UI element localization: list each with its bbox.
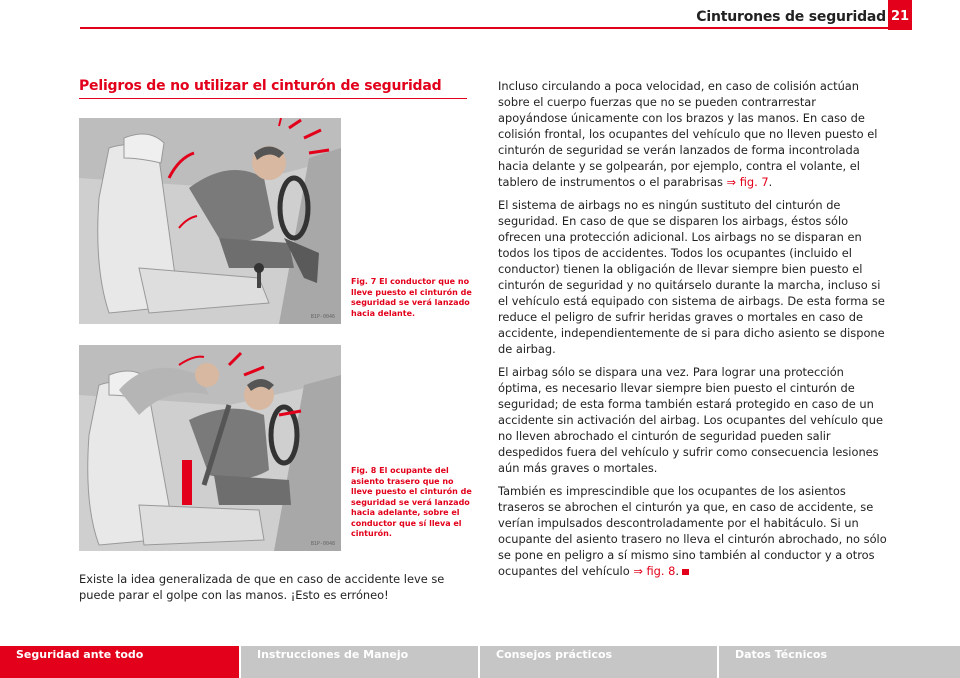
section-end-mark: [682, 569, 689, 575]
figure-7-image: [79, 118, 341, 324]
footer-tab-consejos[interactable]: Consejos prácticos: [480, 646, 717, 678]
footer-navigation: [0, 646, 960, 678]
paragraph-2: El sistema de airbags no es ningún sustituto del cinturón de seguridad. En caso de que se disparen los airbags, éstos sólo ofrecen una protección adicional. Los airbags no se disparan en todos los tipos de accidentes. Todos los ocupantes (incluido el conductor) tienen la obligación de llevar siempre bien puesto el cinturón de seguridad y no quitárselo durante la marcha, incluso si el vehículo está equipado con sistema de airbags. De esta forma se reduce el peligro de sufrir heridas graves o mortales en caso de accidente, independientemente de si para dicho asiento se dispone de airbag.: [498, 198, 885, 356]
figure-code: B1P-0048: [310, 541, 335, 547]
paragraph-3: El airbag sólo se dispara una vez. Para lograr una protección óptima, es necesario llevar siempre bien puesto el cinturón de seguridad; de esta forma también estará protegido en caso de un accidente sin activación del airbag. Los ocupantes del vehículo que no lleven abrochado el cinturón de seguridad pueden salir despedidos fuera del vehículo y sufrir como consecuencia lesiones aún más graves o mortales.: [498, 365, 883, 475]
paragraph-1: [498, 78, 888, 190]
paragraph-1-text: Incluso circulando a poca velocidad, en caso de colisión actúan sobre el cuerpo fuerzas que no se pueden contrarrestar apoyándose únicamente con los brazos y las manos. En caso de colisión frontal, los ocupantes del vehículo que no lleven puesto el cinturón de seguridad se verán lanzados de forma incontrolada hacia delante y se golpearán, por ejemplo, contra el volante, el tablero de instrumentos o el parabrisas: [498, 79, 878, 189]
paragraph-4-end: .: [675, 564, 679, 578]
section-title: Peligros de no utilizar el cinturón de seguridad: [79, 78, 467, 99]
figure-8-link[interactable]: ⇒ fig. 8: [633, 564, 676, 578]
page-number: 21: [888, 0, 912, 30]
paragraph-4: [498, 483, 888, 579]
figure-code: B1P-0046: [310, 314, 335, 320]
paragraph-1-end: .: [768, 175, 773, 189]
right-column: [498, 78, 888, 586]
figure-7-link[interactable]: ⇒ fig. 7: [726, 175, 769, 189]
chapter-title: Cinturones de seguridad: [696, 9, 886, 25]
left-paragraph: Existe la idea generalizada de que en caso de accidente leve se puede parar el golpe con las manos. ¡Esto es erróneo!: [79, 572, 445, 602]
figure-8-caption: Fig. 8 El ocupante del asiento trasero que no lleve puesto el cinturón de seguridad se verá lanzado hacia adelante, sobre el conductor que sí lleva el cinturón.: [351, 466, 472, 538]
footer-tab-seguridad[interactable]: Seguridad ante todo: [0, 646, 239, 678]
paragraph-4-text: También es imprescindible que los ocupantes de los asientos traseros se abrochen el cinturón ya que, en caso de accidente, se verían impulsados descontroladamente por el habitáculo. Si un ocupante del asiento trasero no lleva el cinturón abrochado, no sólo se pone en peligro a sí mismo sino también al conductor y a otros ocupantes del vehículo: [498, 484, 887, 578]
figure-8-image: [79, 345, 341, 551]
footer-tab-datos[interactable]: Datos Técnicos: [719, 646, 960, 678]
footer-tab-instrucciones[interactable]: Instrucciones de Manejo: [241, 646, 478, 678]
page-header: [0, 0, 960, 30]
driver-crash-illustration: [79, 118, 341, 324]
rear-passenger-crash-illustration: [79, 345, 341, 551]
left-column: [79, 78, 467, 99]
figure-7-caption: Fig. 7 El conductor que no lleve puesto el cinturón de seguridad se verá lanzado hacia delante.: [351, 277, 472, 318]
header-rule: [80, 27, 912, 29]
